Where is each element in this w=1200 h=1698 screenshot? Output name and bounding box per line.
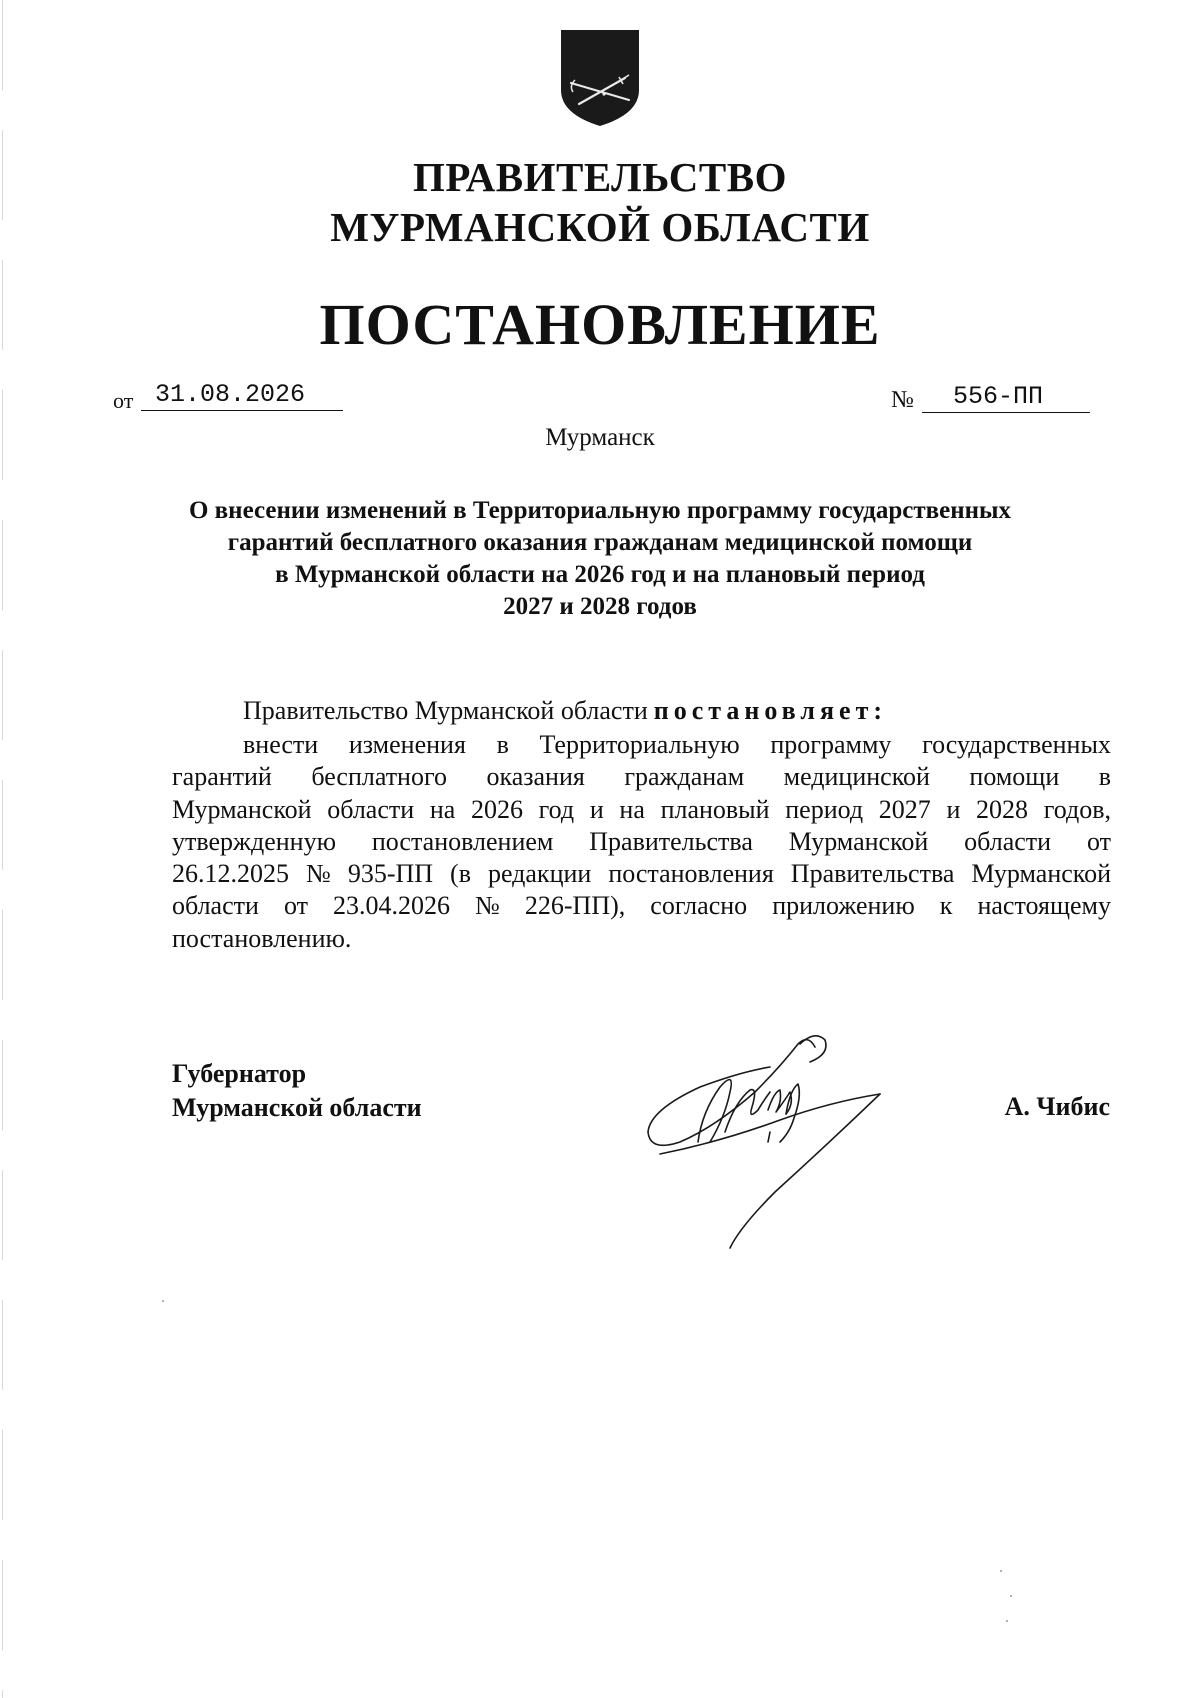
intro-text: Правительство Мурманской области [243,696,648,725]
number-label: № [891,387,914,413]
document-number: 556-ПП [953,382,1044,411]
government-title-line-2: МУРМАНСКОЙ ОБЛАСТИ [330,204,870,250]
city: Мурманск [545,424,655,451]
scan-speck [1006,1620,1008,1622]
body-line: постановлению. [172,923,352,953]
heading-line: гарантий бесплатного оказания гражданам медицинской помощи [227,529,973,556]
government-title-line-1: ПРАВИТЕЛЬСТВО [412,154,788,200]
signatory-position [172,1057,422,1125]
body-line: внести изменения в Территориальную программу государственных [243,730,1111,759]
document-type: ПОСТАНОВЛЕНИЕ [319,292,881,357]
intro-line [243,695,887,727]
handwritten-signature-icon [640,992,900,1252]
date-label: от [113,388,134,413]
body-line: Мурманской области на 2026 год и на плановый период 2027 и 2028 годов, [172,794,1111,824]
document-heading [150,495,1050,623]
decree-word: постановляет: [653,696,887,725]
scan-speck [1010,1595,1012,1597]
body-line: области от 23.04.2026 № 226-ПП), согласно приложению к настоящему [172,891,1111,921]
scan-speck [1000,1570,1002,1572]
coat-of-arms-icon [559,28,641,128]
number-underline [922,412,1090,413]
body-line: утвержденную постановлением Правительства Мурманской области от [172,826,1111,856]
date-underline [141,410,343,411]
signatory-position-line-1: Губернатор [172,1059,307,1088]
scan-speck [162,1300,164,1302]
document-date: 31.08.2026 [155,380,306,409]
body-line: 26.12.2025 № 935-ПП (в редакции постановления Правительства Мурманской [172,859,1111,889]
heading-line: в Мурманской области на 2026 год и на плановый период [275,561,925,588]
signatory-position-line-2: Мурманской области [172,1093,422,1122]
heading-line: О внесении изменений в Территориальную программу государственных [188,497,1012,524]
heading-line: 2027 и 2028 годов [503,593,697,620]
scan-edge-artifact [2,0,3,1698]
signatory-name: А. Чибис [1004,1092,1110,1121]
body-paragraph [172,729,1111,955]
body-line: гарантий бесплатного оказания гражданам медицинской помощи в [172,762,1111,792]
